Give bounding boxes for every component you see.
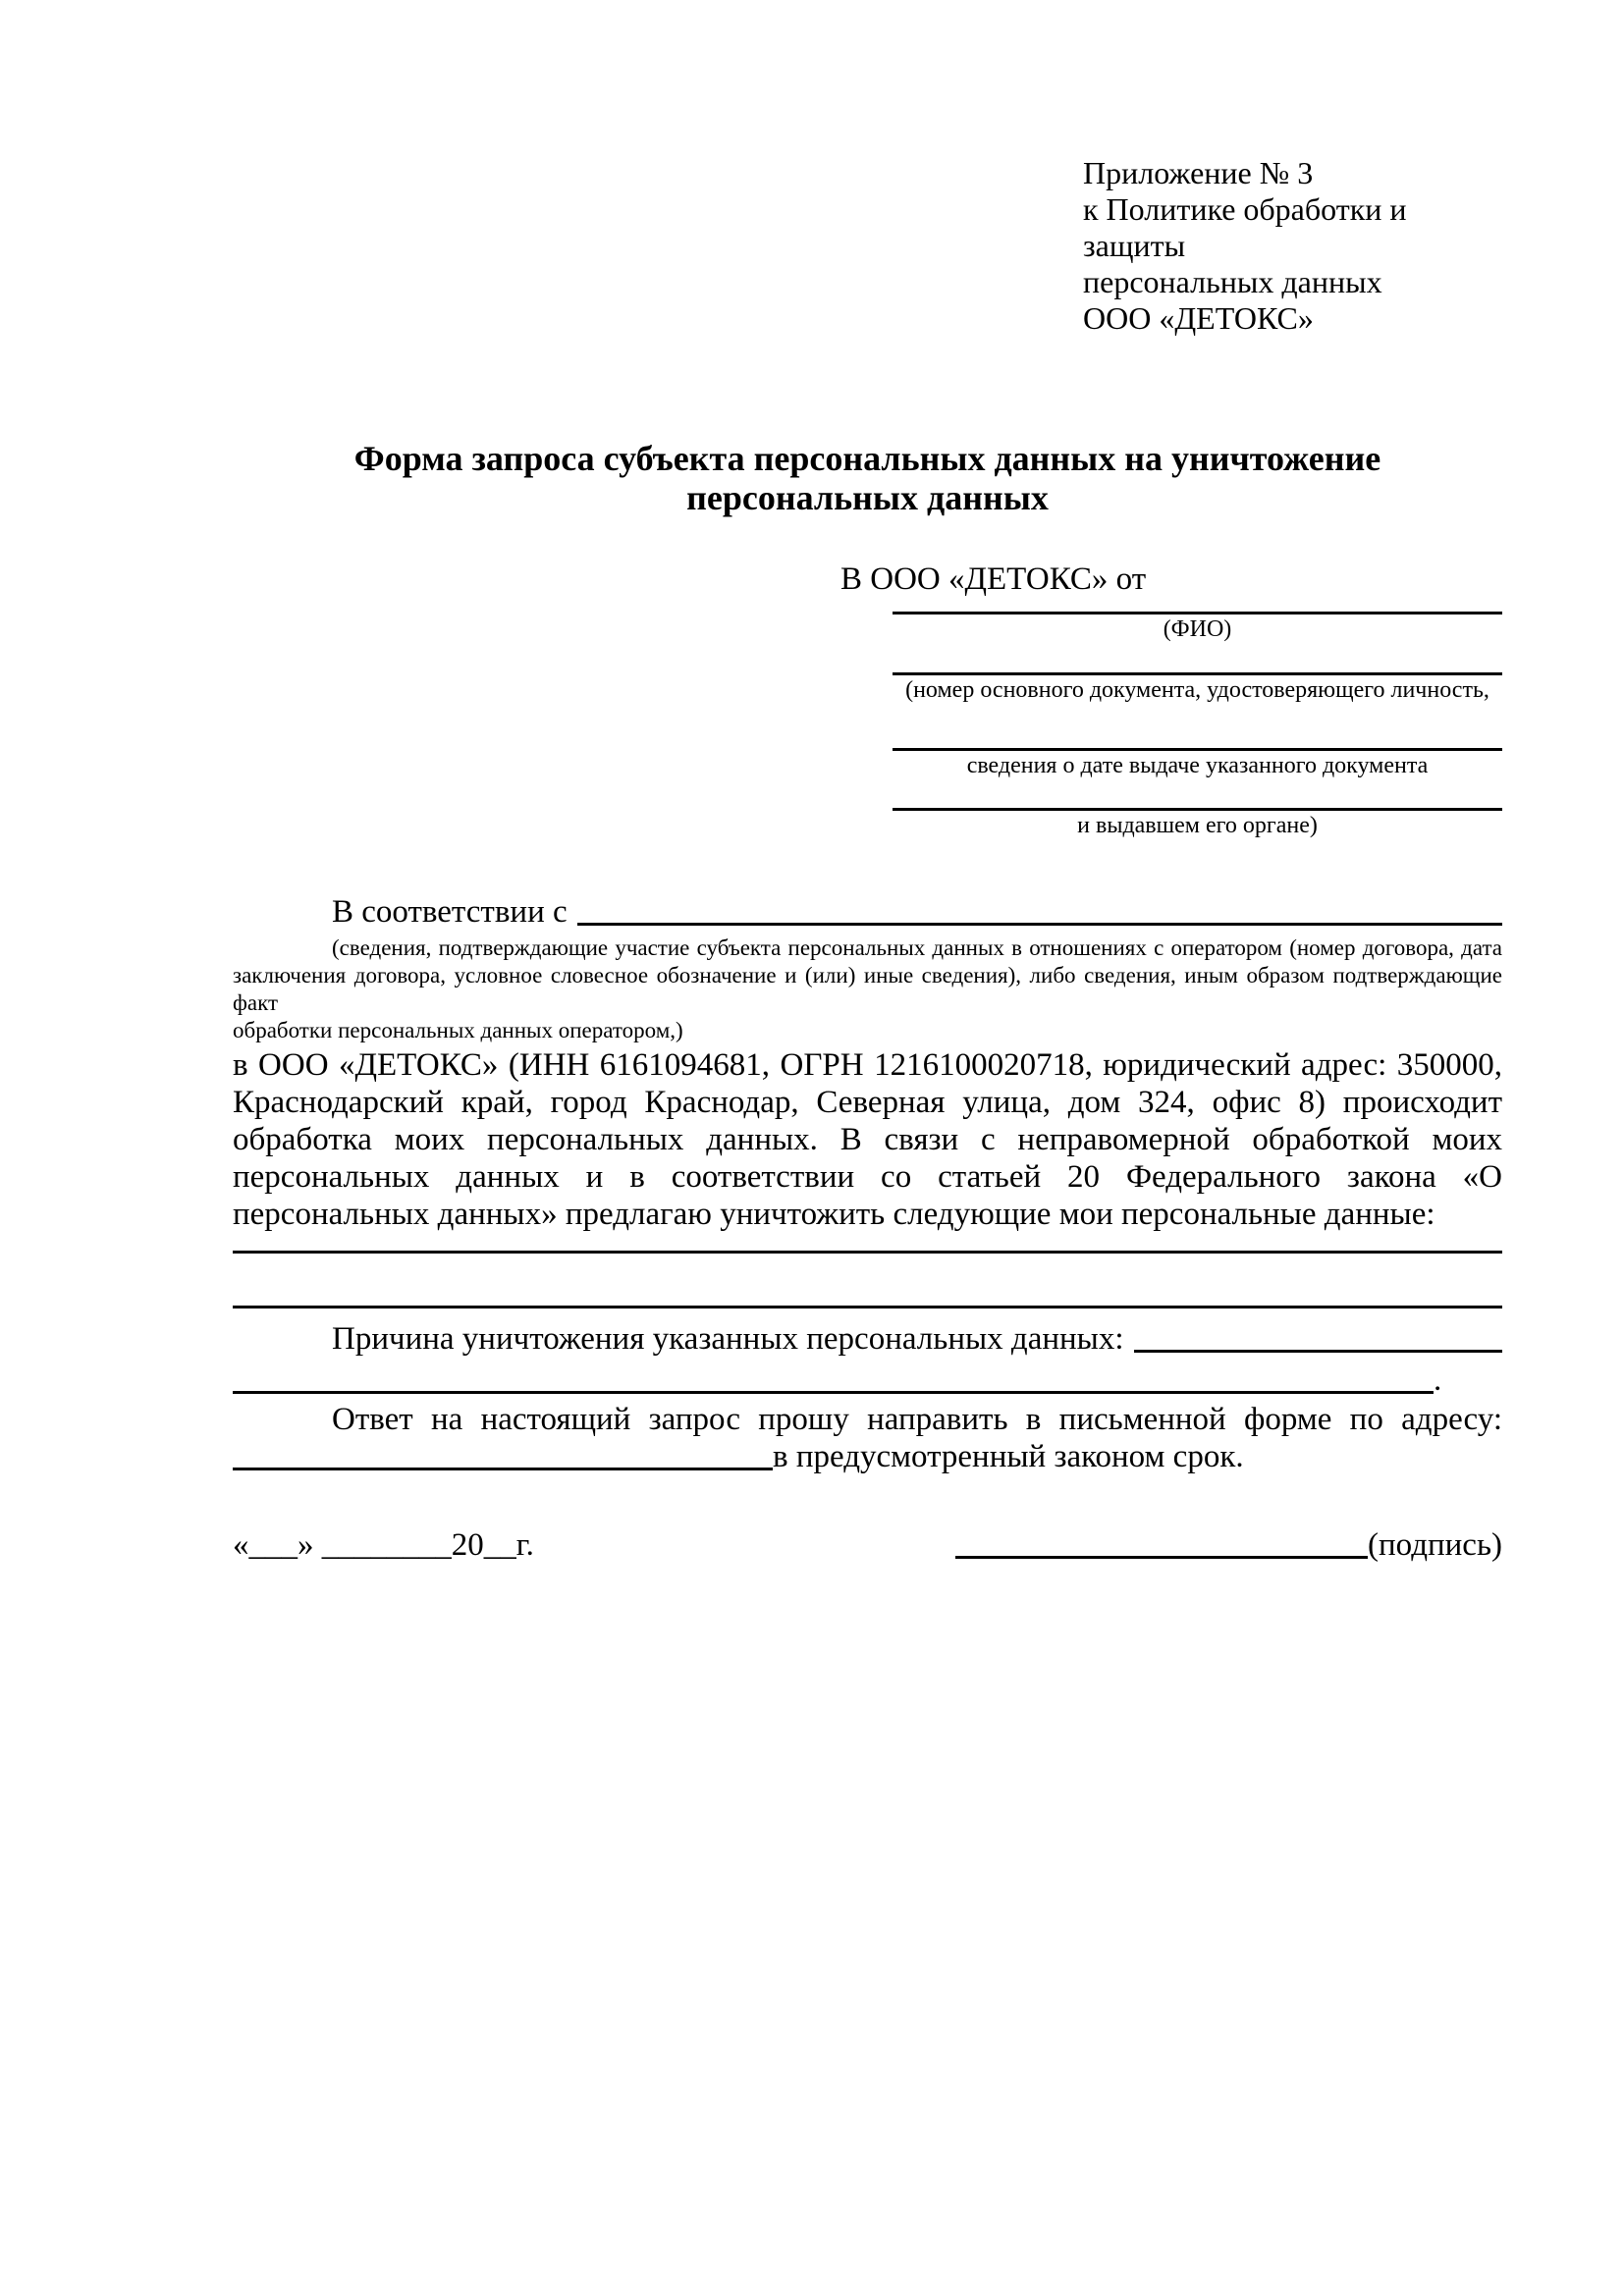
document-header [1083, 155, 1502, 337]
reason-continuation-row [233, 1362, 1502, 1399]
page-title-line-2: персональных данных [686, 478, 1049, 517]
body-line-3: обработка моих персональных данных. В связи с неправомерной обработкой моих [233, 1122, 1502, 1157]
reason-period: . [1434, 1362, 1442, 1398]
document-number-caption: (номер основного документа, удостоверяющего личность, [905, 677, 1489, 703]
issuing-authority-caption: и выдавшем его органе) [1077, 813, 1318, 838]
signature-row [233, 1526, 1502, 1564]
response-request-line: Ответ на настоящий запрос прошу направить в письменной форме по адресу: [332, 1402, 1502, 1437]
personal-data-blank-line-2 [233, 1306, 1502, 1308]
address-blank-line [233, 1468, 773, 1470]
footnote [233, 934, 1502, 1044]
signature-blank-line [955, 1556, 1368, 1559]
body-line-2: Краснодарский край, город Краснодар, Северная улица, дом 324, офис 8) происходит [233, 1085, 1502, 1120]
body-line-5: персональных данных» предлагаю уничтожить следующие мои персональные данные: [233, 1197, 1435, 1232]
personal-data-blank-line-1 [233, 1251, 1502, 1254]
response-address-row [233, 1438, 1502, 1475]
addressee-fields [893, 612, 1502, 840]
issue-date-caption: сведения о дате выдаче указанного документа [966, 753, 1429, 778]
header-line-2: к Политике обработки и защиты [1083, 191, 1407, 263]
body-paragraph [233, 1046, 1502, 1233]
accordance-blank-line [577, 923, 1502, 926]
body-line-4: персональных данных и в соответствии со статьей 20 Федерального закона «О [233, 1159, 1502, 1195]
signature-block [955, 1526, 1502, 1564]
reason-blank-line-2 [233, 1391, 1434, 1394]
reason-row [233, 1320, 1502, 1358]
body-line-1: в ООО «ДЕТОКС» (ИНН 6161094681, ОГРН 1216100020718, юридический адрес: 350000, [233, 1047, 1502, 1083]
footnote-line-3: обработки персональных данных оператором,) [233, 1018, 683, 1042]
reason-blank-line [1134, 1350, 1502, 1353]
fio-caption: (ФИО) [1163, 616, 1232, 642]
reason-label: Причина уничтожения указанных персональных данных: [332, 1321, 1124, 1357]
signature-caption: (подпись) [1368, 1527, 1502, 1563]
addressee-line: В ООО «ДЕТОКС» от [840, 561, 1147, 597]
page-title-line-1: Форма запроса субъекта персональных данных на уничтожение [353, 439, 1381, 478]
date-blank: «___» ________20__г. [233, 1527, 534, 1563]
header-line-1: Приложение № 3 [1083, 155, 1314, 190]
footnote-line-1: (сведения, подтверждающие участие субъекта персональных данных в отношениях с оператором (номер договора, дата [332, 935, 1502, 960]
page-title [233, 439, 1502, 517]
header-line-4: ООО «ДЕТОКС» [1083, 300, 1314, 336]
response-tail: в предусмотренный законом срок. [773, 1439, 1244, 1474]
accordance-row [233, 893, 1502, 931]
header-line-3: персональных данных [1083, 264, 1382, 299]
footnote-line-2: заключения договора, условное словесное обозначение и (или) иные сведения), либо сведения, иным образом подтверждающие факт [233, 963, 1502, 1015]
accordance-label: В соответствии с [332, 894, 568, 930]
